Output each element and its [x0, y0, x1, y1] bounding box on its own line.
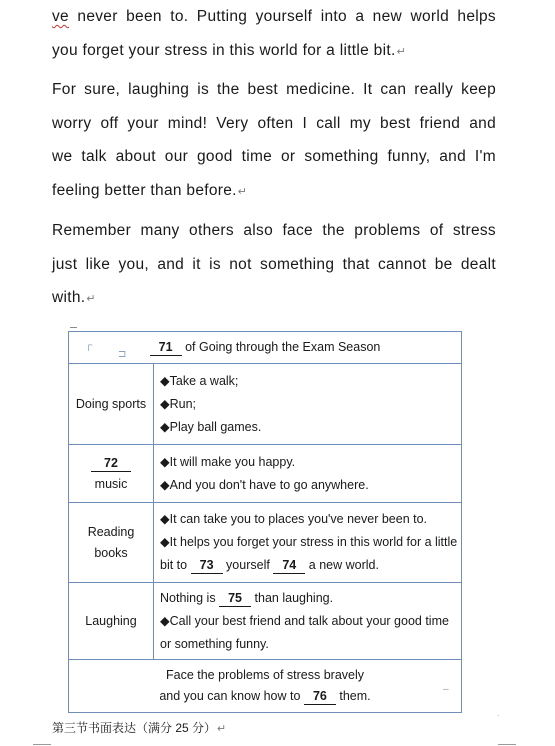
list-item: ◆It can take you to places you've never been to.: [160, 512, 428, 526]
row-content-reading: [154, 503, 462, 583]
table-closing-cell: [69, 660, 462, 713]
passage-line: [52, 34, 496, 70]
passage-line: worry off your mind! Very often I call my best friend and: [52, 114, 496, 132]
passage-text: feeling better than before.: [52, 181, 237, 199]
list-item-text: bit to: [160, 558, 191, 572]
list-item: ◆And you don't have to go anywhere.: [160, 477, 369, 492]
passage-paragraph-3: [52, 214, 496, 317]
resize-handle-icon: –: [443, 684, 449, 695]
paragraph-mark-icon: ↵: [86, 293, 96, 305]
spellcheck-word: ve: [52, 8, 69, 25]
table-title-text: of Going through the Exam Season: [181, 340, 381, 354]
table-row-reading: [69, 503, 462, 583]
row-label-sports: Doing sports: [69, 364, 154, 445]
row-label-laughing: Laughing: [69, 583, 154, 660]
table-row-laughing: [69, 583, 462, 660]
blank-71[interactable]: 71: [150, 339, 182, 356]
passage-text: never been to. Putting yourself into a new world helps: [68, 8, 496, 25]
closing-text: and you can know how to: [159, 689, 304, 703]
row-label-reading-line1: Reading: [87, 524, 135, 539]
text-cursor-icon: ┌: [85, 340, 93, 351]
row-content-laughing: [154, 583, 462, 660]
list-item: ◆It helps you forget your stress in this world for a little: [160, 535, 458, 549]
table-row-closing: [69, 660, 462, 713]
list-item: ◆Run;: [160, 396, 197, 411]
table-title-row: [69, 332, 462, 364]
passage-line: we talk about our good time or something funny, and I'm: [52, 148, 496, 165]
list-item: [160, 554, 461, 577]
list-item: ◆Call your best friend and talk about your good time: [160, 613, 449, 628]
passage-paragraph-1: [52, 0, 496, 69]
row-content-music: [154, 445, 462, 503]
passage-line: [52, 281, 496, 317]
row-label-music: [69, 445, 154, 503]
passage-line: just like you, and it is not something that cannot be dealt: [52, 255, 496, 273]
passage-paragraph-2: [52, 73, 496, 209]
table-row-sports: [69, 364, 462, 445]
row-label-reading-line2: books: [94, 545, 128, 560]
paragraph-mark-icon: ↵: [217, 723, 227, 735]
blank-74[interactable]: 74: [273, 557, 305, 574]
blank-76[interactable]: 76: [304, 688, 336, 705]
list-item: or something funny.: [160, 636, 269, 651]
row-label-reading: [69, 503, 154, 583]
page-margin-mark-left: [33, 744, 51, 745]
list-item: ◆Play ball games.: [160, 419, 262, 434]
list-item-text: Nothing is: [160, 590, 220, 605]
row-label-music-text: music: [94, 476, 128, 491]
blank-73[interactable]: 73: [191, 557, 223, 574]
summary-table: [68, 331, 462, 713]
blank-75[interactable]: 75: [219, 590, 251, 607]
anchor-mark: [70, 327, 77, 328]
paragraph-mark-icon: ↵: [237, 185, 248, 198]
list-item: ◆It will make you happy.: [160, 454, 296, 469]
table-end-mark-icon: ·: [497, 711, 500, 720]
passage-text: you forget your stress in this world for a little bit.: [52, 41, 396, 59]
table-title-cell: [69, 332, 462, 364]
closing-line: [69, 686, 461, 707]
closing-text: them.: [335, 689, 371, 703]
list-item: [160, 587, 461, 610]
closing-line: Face the problems of stress bravely: [166, 668, 364, 682]
blank-72[interactable]: 72: [91, 455, 131, 472]
section-heading: [52, 719, 226, 736]
row-content-sports: [154, 364, 462, 445]
paragraph-mark-icon: ↵: [396, 45, 407, 58]
passage-line: [52, 0, 496, 34]
passage-line: Remember many others also face the problems of stress: [52, 222, 496, 239]
list-item-text: a new world.: [305, 558, 379, 572]
cell-marker-icon: ⊐: [118, 349, 127, 360]
passage-line: [52, 174, 496, 210]
passage-line: For sure, laughing is the best medicine. It can really keep: [52, 81, 496, 98]
section-heading-text: 第三节书面表达（满分 25 分）: [52, 721, 217, 735]
list-item-text: than laughing.: [251, 590, 334, 605]
list-item-text: yourself: [222, 558, 274, 572]
page-margin-mark-right: [498, 744, 516, 745]
table-row-music: [69, 445, 462, 503]
passage-text: with.: [52, 289, 86, 306]
list-item: ◆Take a walk;: [160, 373, 239, 388]
